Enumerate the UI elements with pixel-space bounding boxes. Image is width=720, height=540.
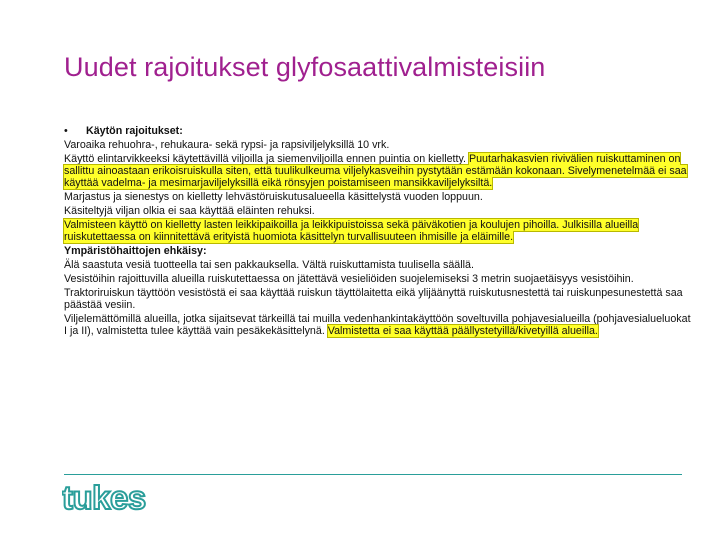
paragraph-buffer-zone: Vesistöihin rajoittuvilla alueilla ruiskutettaessa on jätettävä vesieliöiden suojelemiseksi 3 metrin suojaetäisyys vesistöihin.: [64, 273, 634, 286]
footer-divider: [64, 474, 682, 475]
slide-title: Uudet rajoitukset glyfosaattivalmisteisiin: [64, 52, 546, 82]
paragraph-berry-picking: Marjastus ja sienestys on kielletty lehvästöruiskutusalueella käsittelystä vuoden loppuun.: [64, 191, 483, 204]
paragraph-waiting-period: Varoaika rehuohra-, rehukaura- sekä rypsi- ja rapsiviljelyksillä 10 vrk.: [64, 138, 390, 151]
paragraph-playgrounds: [64, 219, 696, 244]
tukes-logo: [62, 481, 146, 517]
bullet: •: [64, 125, 68, 137]
highlight-playgrounds: Valmisteen käyttö on kielletty lasten leikkipaikoilla ja leikkipuistoissa sekä päiväkotien ja koulujen pihoilla. Julkisilla alueilla ruiskutettaessa on kiinnitettävä erityistä huomiota käsittelyn turvallisuuteen ihmisille ja eläimille.: [64, 219, 639, 244]
paragraph-groundwater: [64, 313, 696, 338]
highlight-row-spraying: Puutarhakasvien rivivälien ruiskuttaminen on sallittu ainoastaan erikoisruiskulla siten, että tuulikulkeuma viljelykasveihin pystytään estämään kokonaan. Sivelymenetelmää ei saa käyttää vadelma- ja mesimarjaviljelyksillä eikä rönsyjen poistamiseen mansikkaviljelyksiltä.: [64, 152, 687, 190]
restrictions-heading-row: [64, 125, 696, 137]
paragraph-usage-grain: [64, 153, 696, 190]
tukes-logo-text: tukes: [62, 481, 146, 516]
paragraph-tractor-sprayer: Traktoriruiskun täyttöön vesistöstä ei saa käyttää ruiskun täyttölaitetta eikä ylijäänyttä ruiskutusnestettä tai ruiskunpesunestettä saa päästää vesiin.: [64, 286, 683, 312]
groundwater-text: Viljelemättömillä alueilla, jotka sijaitsevat tärkeillä tai muilla vedenhankintakäyttöön soveltuvilla pohjavesialueilla (pohjavesialueluokat I ja II), valmistetta tulee käyttää vain pesäkekäsittelynä.: [64, 313, 691, 338]
paragraph-straw-feed: Käsiteltyjä viljan olkia ei saa käyttää eläinten rehuksi.: [64, 205, 315, 218]
paragraph-water-pollution: Älä saastuta vesiä tuotteella tai sen pakkauksella. Vältä ruiskuttamista tuulisella säällä.: [64, 259, 474, 272]
slide-body: [64, 125, 696, 339]
highlight-paved-areas: Valmistetta ei saa käyttää päällystetyillä/kivetyillä alueilla.: [327, 325, 598, 338]
restrictions-heading: Käytön rajoitukset:: [86, 125, 183, 137]
environment-heading: Ympäristöhaittojen ehkäisy:: [64, 245, 207, 258]
usage-grain-text: Käyttö elintarvikkeeksi käytettävillä viljoilla ja siemenviljoilla ennen puintia on kielletty.: [64, 152, 466, 165]
